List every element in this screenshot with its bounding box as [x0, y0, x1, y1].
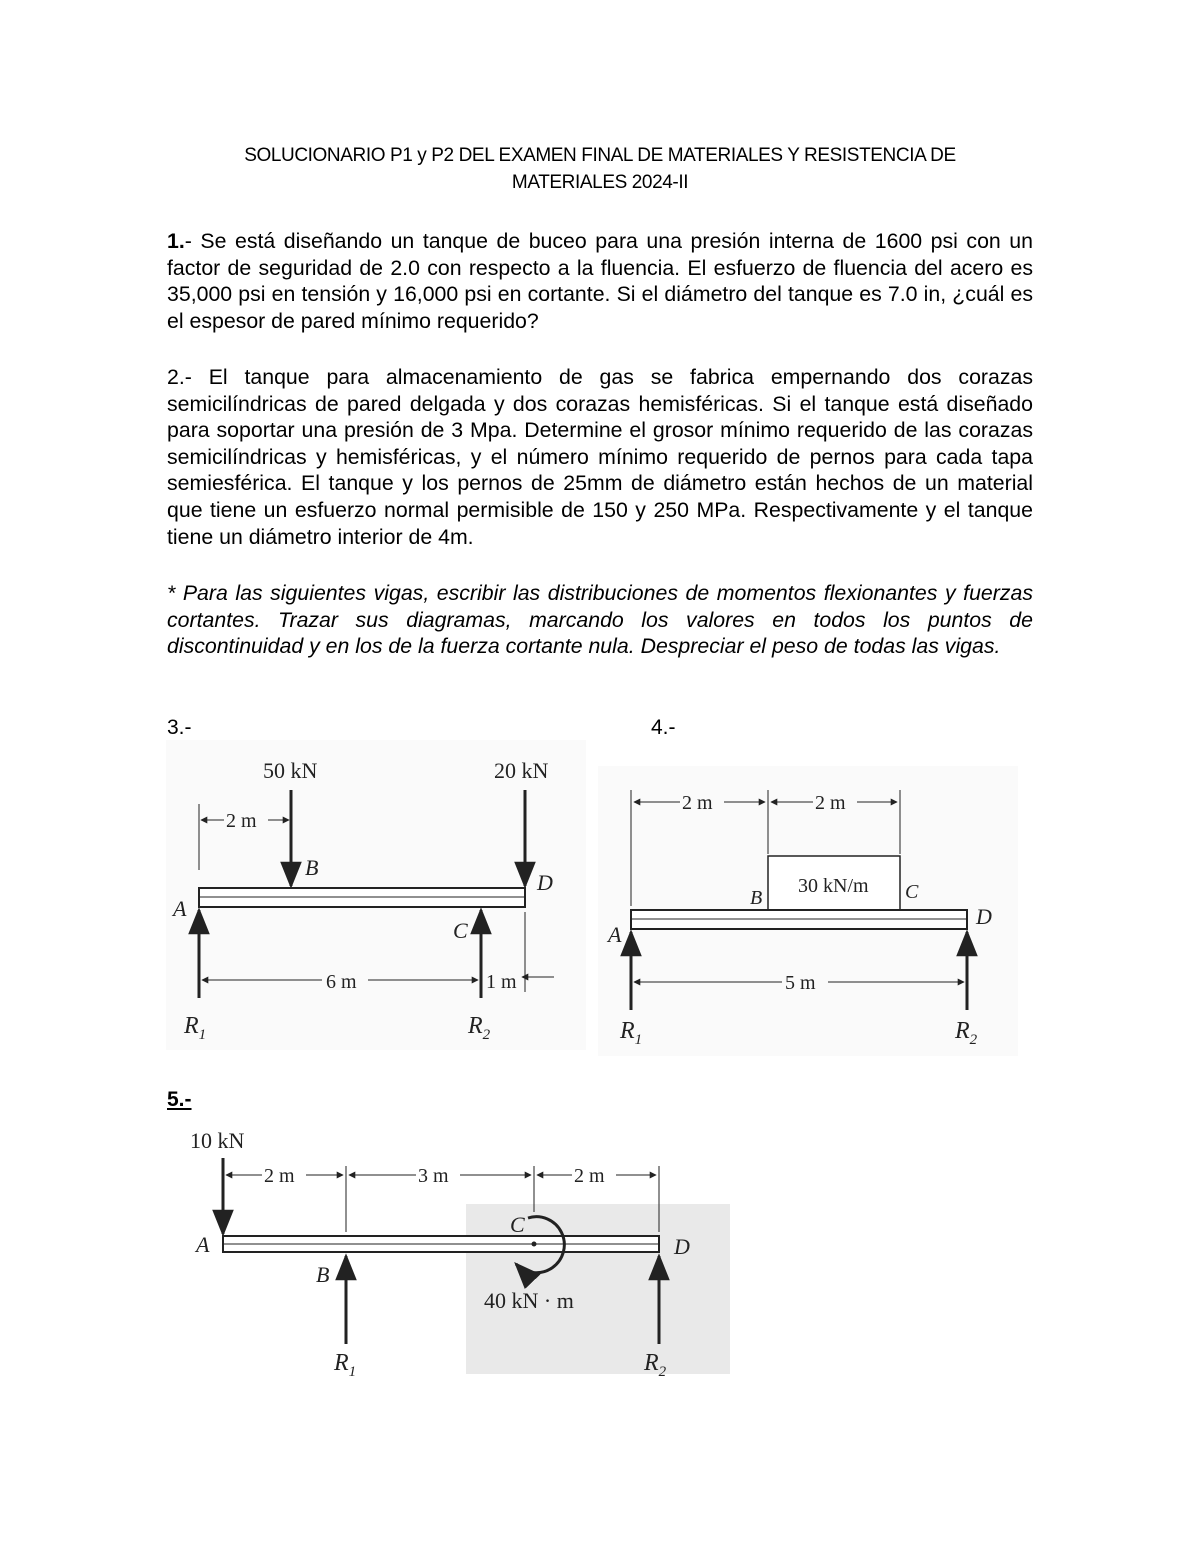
beam-diagram-5 — [166, 1122, 730, 1384]
point-c: C — [453, 918, 468, 943]
point-c: C — [905, 881, 919, 903]
dim-cd-label: 2 m — [574, 1165, 605, 1187]
reaction-r1-label: $R_1$ — [334, 1350, 357, 1380]
reaction-r1-label: $R_1$ — [184, 1013, 207, 1043]
dim-bc-label: 3 m — [418, 1165, 449, 1187]
beam-diagram-4 — [598, 766, 1018, 1056]
point-b: B — [750, 887, 763, 909]
problem-1-number: 1. — [167, 229, 185, 253]
point-a: A — [196, 1232, 210, 1257]
reaction-r1-label: $R_1$ — [620, 1018, 643, 1048]
document-title — [160, 142, 1040, 196]
problem-1 — [167, 228, 1033, 334]
problem-1-text: - Se está diseñando un tanque de buceo para una presión interna de 1600 psi con un factor de seguridad de 2.0 con respecto a la fluencia. El esfuerzo de fluencia del acero es 35,000 psi en tensión y 16,000 psi en cortante. Si el diámetro del tanque es 7.0 in, ¿cuál es el espesor de pared mínimo requerido? — [167, 229, 1033, 333]
point-d: D — [674, 1234, 690, 1259]
reaction-r2-label: $R_2$ — [468, 1013, 491, 1043]
title-line-1: SOLUCIONARIO P1 y P2 DEL EXAMEN FINAL DE MATERIALES Y RESISTENCIA DE — [244, 145, 956, 166]
point-b: B — [316, 1262, 330, 1287]
load-b-label: 50 kN — [263, 758, 318, 783]
instructions: * Para las siguientes vigas, escribir las distribuciones de momentos flexionantes y fuerzas cortantes. Trazar sus diagramas, marcando los valores en todos los puntos de discontinuidad y en los de la fuerza cortante nula. Despreciar el peso de todas las vigas. — [167, 581, 1033, 659]
figure-5-label: 5.- — [167, 1088, 192, 1111]
title-line-2: MATERIALES 2024-II — [511, 172, 689, 193]
dim-ab-label: 2 m — [264, 1165, 295, 1187]
dim-bc-label: 2 m — [815, 792, 846, 814]
problem-2: 2.- El tanque para almacenamiento de gas se fabrica empernando dos corazas semicilíndricas de pared delgada y dos corazas hemisféricas. Si el tanque está diseñado para soportar una presión de 3 Mpa. Determine el grosor mínimo requerido de las corazas semicilíndricas y hemisféricas, y el número mínimo requerido de pernos para cada tapa semiesférica. El tanque y los pernos de 25mm de diámetro están hechos de un material que tiene un esfuerzo normal permisible de 150 y 250 MPa. Respectivamente y el tanque tiene un diámetro interior de 4m. — [167, 365, 1033, 549]
moment-label: 40 kN · m — [484, 1288, 574, 1313]
point-a: A — [173, 896, 187, 921]
point-c: C — [510, 1212, 525, 1237]
load-d-label: 20 kN — [494, 758, 549, 783]
point-b: B — [305, 855, 319, 880]
figure-3-label: 3.- — [167, 716, 192, 739]
dim-ac-label: 6 m — [326, 971, 357, 993]
dim-cd-label: 1 m — [486, 971, 517, 993]
dim-ad-label: 5 m — [785, 972, 816, 994]
point-a: A — [608, 922, 622, 947]
reaction-r2-label: $R_2$ — [644, 1350, 667, 1380]
load-a-label: 10 kN — [190, 1128, 245, 1153]
point-d: D — [537, 870, 553, 895]
point-d: D — [976, 904, 992, 929]
dim-ab-label: 2 m — [226, 810, 257, 832]
dim-ab-label: 2 m — [682, 792, 713, 814]
distributed-load-label: 30 kN/m — [798, 875, 869, 897]
reaction-r2-label: $R_2$ — [955, 1018, 978, 1048]
figure-4-label: 4.- — [651, 716, 676, 739]
moment-center — [532, 1242, 537, 1247]
beam-diagram-3 — [166, 740, 586, 1050]
